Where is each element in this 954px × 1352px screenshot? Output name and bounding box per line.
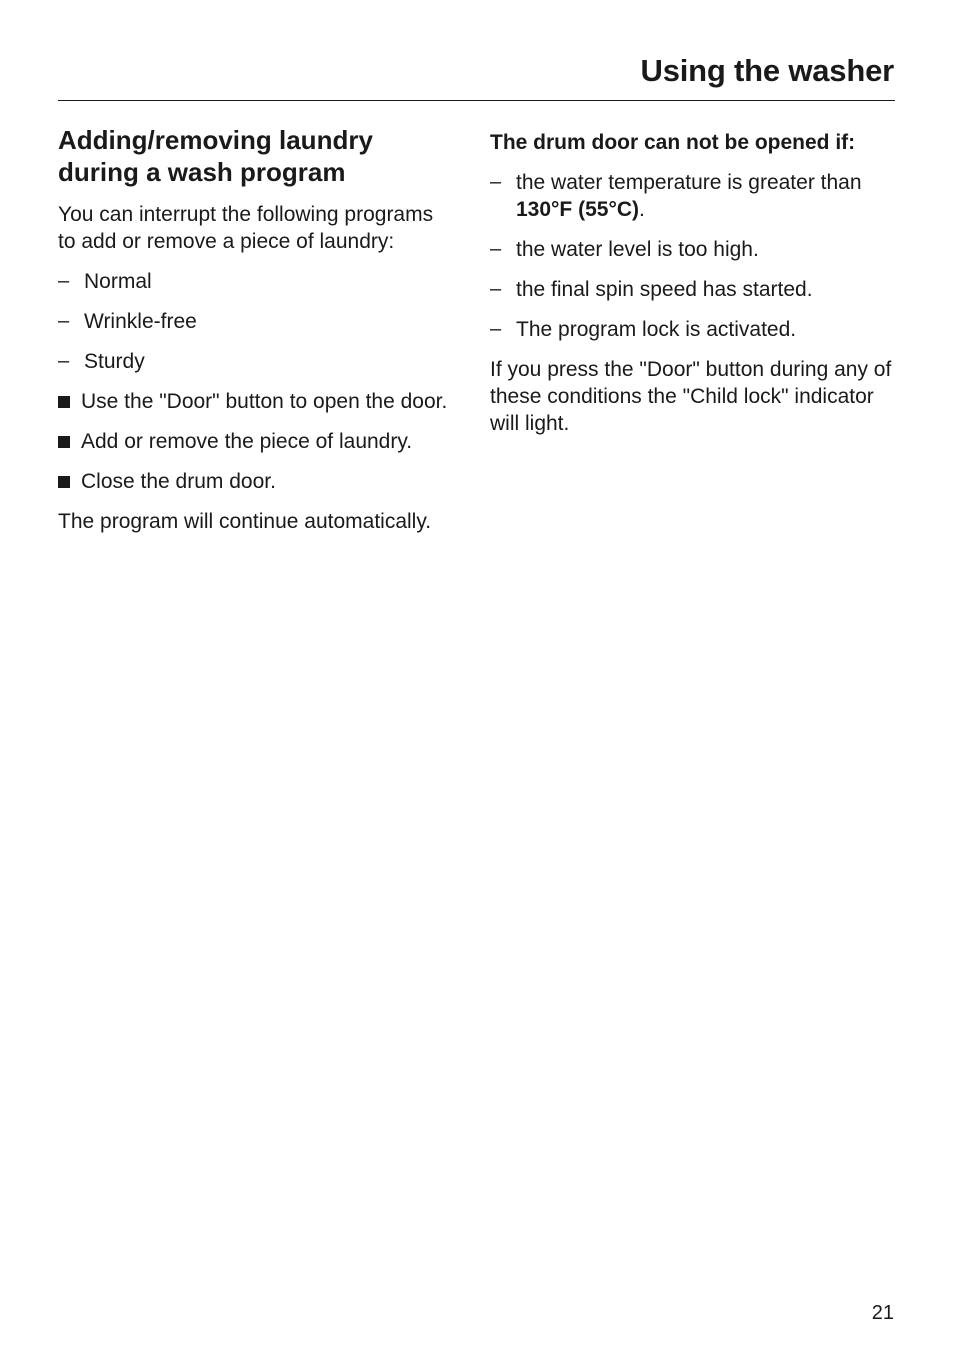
program-list-item — [58, 268, 453, 295]
square-bullet-icon — [58, 436, 70, 448]
condition-text: the final spin speed has started. — [516, 278, 813, 301]
condition-text: the water level is too high. — [516, 238, 759, 261]
step-text: Close the drum door. — [81, 470, 276, 493]
square-bullet-icon — [58, 396, 70, 408]
section-heading-line-2: during a wash program — [58, 157, 346, 187]
condition-text: the water temperature is greater than — [516, 171, 862, 194]
condition-list-item — [490, 236, 900, 263]
step-text: Use the "Door" button to open the door. — [81, 390, 448, 413]
dash-bullet: – — [58, 310, 70, 332]
step-text: Add or remove the piece of laundry. — [81, 430, 413, 453]
dash-bullet: – — [490, 318, 502, 340]
temperature-value: 130°F (55°C) — [516, 198, 640, 221]
dash-bullet: – — [490, 278, 502, 300]
step-list — [58, 388, 453, 495]
program-list-item — [58, 348, 453, 375]
header-divider — [58, 100, 895, 101]
dash-bullet: – — [490, 171, 502, 193]
program-name: Wrinkle-free — [84, 310, 197, 333]
condition-list-item — [490, 169, 900, 223]
dash-bullet: – — [490, 238, 502, 260]
program-list-item — [58, 308, 453, 335]
condition-list-item — [490, 276, 900, 303]
condition-suffix: . — [639, 198, 645, 221]
condition-list-item — [490, 316, 900, 343]
child-lock-note: If you press the "Door" button during any of these conditions the "Child lock" indicator will light. — [490, 358, 892, 435]
dash-bullet: – — [58, 270, 70, 292]
condition-list — [490, 169, 900, 343]
right-column — [490, 124, 900, 450]
page-title: Using the washer — [640, 53, 894, 88]
left-column — [58, 124, 453, 548]
program-list — [58, 268, 453, 375]
program-name: Sturdy — [84, 350, 145, 373]
outro-paragraph: The program will continue automatically. — [58, 510, 432, 533]
square-bullet-icon — [58, 476, 70, 488]
dash-bullet: – — [58, 350, 70, 372]
conditions-heading: The drum door can not be opened if: — [490, 131, 856, 154]
condition-text: The program lock is activated. — [516, 318, 797, 341]
program-name: Normal — [84, 270, 152, 293]
step-list-item — [58, 468, 453, 495]
section-heading-line-1: Adding/removing laundry — [58, 125, 373, 155]
section-heading — [58, 124, 453, 188]
step-list-item — [58, 428, 453, 455]
intro-paragraph: You can interrupt the following programs to add or remove a piece of laundry: — [58, 203, 434, 253]
step-list-item — [58, 388, 453, 415]
page-number: 21 — [871, 1302, 894, 1324]
